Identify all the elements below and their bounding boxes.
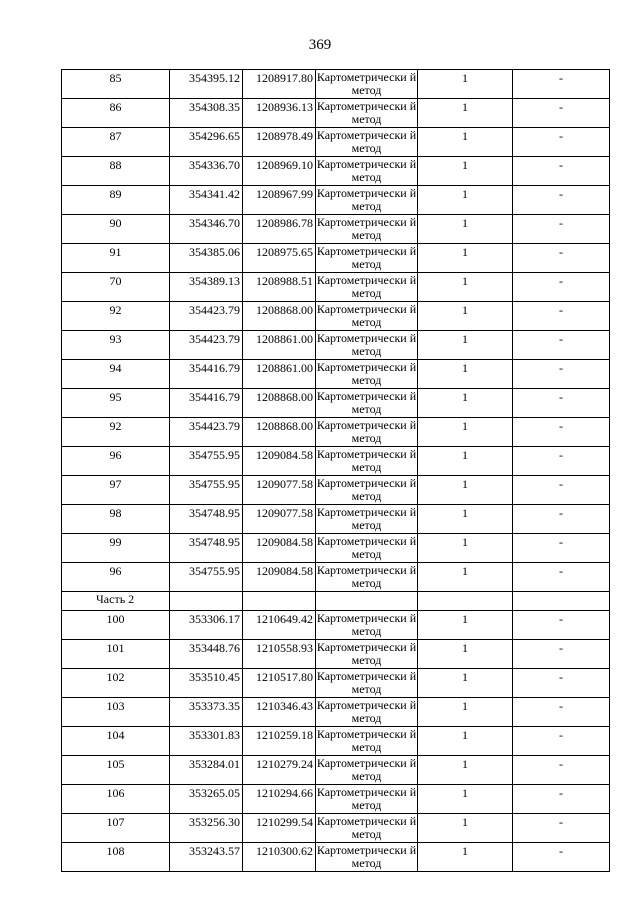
x-coordinate-cell: 354308.35 [170,99,243,128]
description-cell: - [513,128,610,157]
x-coordinate-cell: 353306.17 [170,611,243,640]
x-coordinate-cell: 354389.13 [170,273,243,302]
table-row [62,447,610,476]
y-coordinate-cell: 1208868.00 [243,302,316,331]
description-cell: - [513,331,610,360]
x-coordinate-cell: 354395.12 [170,70,243,99]
point-number-cell: 88 [62,157,170,186]
accuracy-cell: 1 [418,640,513,669]
point-number-cell: 106 [62,785,170,814]
x-coordinate-cell: 353448.76 [170,640,243,669]
empty-cell [316,592,418,611]
table-row [62,611,610,640]
x-coordinate-cell: 354423.79 [170,331,243,360]
y-coordinate-cell: 1210299.54 [243,814,316,843]
x-coordinate-cell: 353284.01 [170,756,243,785]
method-cell: Картометрически й метод [316,331,417,358]
point-number-cell: 95 [62,389,170,418]
y-coordinate-cell: 1208917.80 [243,70,316,99]
description-cell: - [513,476,610,505]
x-coordinate-cell: 354336.70 [170,157,243,186]
method-cell: Картометрически й метод [316,302,417,329]
x-coordinate-cell: 353243.57 [170,843,243,872]
point-number-cell: 86 [62,99,170,128]
method-cell: Картометрически й метод [316,389,417,416]
point-number-cell: 108 [62,843,170,872]
point-number-cell: 99 [62,534,170,563]
description-cell: - [513,563,610,592]
table-row [62,563,610,592]
y-coordinate-cell: 1208868.00 [243,389,316,418]
page-number: 369 [308,37,332,53]
x-coordinate-cell: 354296.65 [170,128,243,157]
table-row [62,698,610,727]
point-number-cell: 93 [62,331,170,360]
description-cell: - [513,756,610,785]
point-number-cell: 102 [62,669,170,698]
x-coordinate-cell: 354416.79 [170,360,243,389]
table-row [62,534,610,563]
point-number-cell: 89 [62,186,170,215]
y-coordinate-cell: 1210259.18 [243,727,316,756]
table-row [62,273,610,302]
table-row [62,331,610,360]
accuracy-cell: 1 [418,698,513,727]
accuracy-cell: 1 [418,785,513,814]
method-cell: Картометрически й метод [316,669,417,696]
y-coordinate-cell: 1210294.66 [243,785,316,814]
table-row [62,157,610,186]
table-row [62,389,610,418]
method-cell: Картометрически й метод [316,727,417,754]
method-cell: Картометрически й метод [316,244,417,271]
x-coordinate-cell: 354385.06 [170,244,243,273]
y-coordinate-cell: 1210279.24 [243,756,316,785]
x-coordinate-cell: 354423.79 [170,418,243,447]
method-cell: Картометрически й метод [316,186,417,213]
description-cell: - [513,785,610,814]
accuracy-cell: 1 [418,360,513,389]
accuracy-cell: 1 [418,727,513,756]
table-row [62,814,610,843]
point-number-cell: 91 [62,244,170,273]
point-number-cell: 103 [62,698,170,727]
description-cell: - [513,244,610,273]
point-number-cell: 100 [62,611,170,640]
y-coordinate-cell: 1208969.10 [243,157,316,186]
empty-cell [513,592,610,611]
method-cell: Картометрически й метод [316,215,417,242]
y-coordinate-cell: 1210300.62 [243,843,316,872]
description-cell: - [513,698,610,727]
accuracy-cell: 1 [418,611,513,640]
y-coordinate-cell: 1209084.58 [243,534,316,563]
description-cell: - [513,418,610,447]
y-coordinate-cell: 1208967.99 [243,186,316,215]
description-cell: - [513,99,610,128]
accuracy-cell: 1 [418,756,513,785]
point-number-cell: 107 [62,814,170,843]
accuracy-cell: 1 [418,447,513,476]
point-number-cell: 97 [62,476,170,505]
method-cell: Картометрически й метод [316,756,417,783]
point-number-cell: 92 [62,302,170,331]
y-coordinate-cell: 1210346.43 [243,698,316,727]
description-cell: - [513,186,610,215]
description-cell: - [513,273,610,302]
method-cell: Картометрически й метод [316,99,417,126]
method-cell: Картометрически й метод [316,505,417,532]
x-coordinate-cell: 353265.05 [170,785,243,814]
method-cell: Картометрически й метод [316,128,417,155]
y-coordinate-cell: 1210517.80 [243,669,316,698]
method-cell: Картометрически й метод [316,418,417,445]
y-coordinate-cell: 1210649.42 [243,611,316,640]
x-coordinate-cell: 353373.35 [170,698,243,727]
description-cell: - [513,505,610,534]
y-coordinate-cell: 1208861.00 [243,360,316,389]
y-coordinate-cell: 1210558.93 [243,640,316,669]
point-number-cell: 90 [62,215,170,244]
y-coordinate-cell: 1209077.58 [243,476,316,505]
accuracy-cell: 1 [418,505,513,534]
method-cell: Картометрически й метод [316,360,417,387]
description-cell: - [513,534,610,563]
method-cell: Картометрически й метод [316,157,417,184]
x-coordinate-cell: 354423.79 [170,302,243,331]
point-number-cell: 105 [62,756,170,785]
section-row [62,592,610,611]
x-coordinate-cell: 353510.45 [170,669,243,698]
y-coordinate-cell: 1209077.58 [243,505,316,534]
point-number-cell: 70 [62,273,170,302]
accuracy-cell: 1 [418,244,513,273]
y-coordinate-cell: 1208861.00 [243,331,316,360]
accuracy-cell: 1 [418,302,513,331]
accuracy-cell: 1 [418,70,513,99]
table-row [62,99,610,128]
empty-cell [243,592,316,611]
description-cell: - [513,389,610,418]
table-row [62,727,610,756]
accuracy-cell: 1 [418,273,513,302]
x-coordinate-cell: 353301.83 [170,727,243,756]
accuracy-cell: 1 [418,814,513,843]
table-row [62,302,610,331]
y-coordinate-cell: 1209084.58 [243,447,316,476]
point-number-cell: 101 [62,640,170,669]
description-cell: - [513,447,610,476]
table-row [62,843,610,872]
description-cell: - [513,843,610,872]
point-number-cell: 92 [62,418,170,447]
point-number-cell: 96 [62,447,170,476]
accuracy-cell: 1 [418,843,513,872]
x-coordinate-cell: 354755.95 [170,447,243,476]
accuracy-cell: 1 [418,157,513,186]
method-cell: Картометрически й метод [316,476,417,503]
accuracy-cell: 1 [418,418,513,447]
description-cell: - [513,727,610,756]
method-cell: Картометрически й метод [316,611,417,638]
method-cell: Картометрически й метод [316,534,417,561]
method-cell: Картометрически й метод [316,640,417,667]
table-row [62,418,610,447]
point-number-cell: 96 [62,563,170,592]
method-cell: Картометрически й метод [316,814,417,841]
y-coordinate-cell: 1208975.65 [243,244,316,273]
x-coordinate-cell: 354341.42 [170,186,243,215]
empty-cell [418,592,513,611]
accuracy-cell: 1 [418,331,513,360]
x-coordinate-cell: 354748.95 [170,534,243,563]
accuracy-cell: 1 [418,186,513,215]
accuracy-cell: 1 [418,476,513,505]
method-cell: Картометрически й метод [316,843,417,870]
table-row [62,128,610,157]
table-row [62,186,610,215]
description-cell: - [513,360,610,389]
table-row [62,756,610,785]
point-number-cell: 98 [62,505,170,534]
method-cell: Картометрически й метод [316,563,417,590]
table-row [62,476,610,505]
y-coordinate-cell: 1209084.58 [243,563,316,592]
point-number-cell: 85 [62,70,170,99]
description-cell: - [513,302,610,331]
description-cell: - [513,70,610,99]
coordinates-table [61,69,610,872]
method-cell: Картометрически й метод [316,70,417,97]
table-row [62,360,610,389]
accuracy-cell: 1 [418,534,513,563]
table-row [62,640,610,669]
accuracy-cell: 1 [418,99,513,128]
description-cell: - [513,640,610,669]
point-number-cell: 94 [62,360,170,389]
x-coordinate-cell: 354755.95 [170,563,243,592]
method-cell: Картометрически й метод [316,698,417,725]
table-row [62,70,610,99]
y-coordinate-cell: 1208978.49 [243,128,316,157]
accuracy-cell: 1 [418,215,513,244]
accuracy-cell: 1 [418,389,513,418]
section-label: Часть 2 [62,592,170,611]
point-number-cell: 87 [62,128,170,157]
accuracy-cell: 1 [418,128,513,157]
method-cell: Картометрически й метод [316,273,417,300]
method-cell: Картометрически й метод [316,447,417,474]
y-coordinate-cell: 1208988.51 [243,273,316,302]
description-cell: - [513,611,610,640]
y-coordinate-cell: 1208868.00 [243,418,316,447]
accuracy-cell: 1 [418,669,513,698]
x-coordinate-cell: 353256.30 [170,814,243,843]
table-row [62,785,610,814]
empty-cell [170,592,243,611]
x-coordinate-cell: 354748.95 [170,505,243,534]
y-coordinate-cell: 1208986.78 [243,215,316,244]
x-coordinate-cell: 354416.79 [170,389,243,418]
x-coordinate-cell: 354346.70 [170,215,243,244]
table-row [62,505,610,534]
method-cell: Картометрически й метод [316,785,417,812]
x-coordinate-cell: 354755.95 [170,476,243,505]
y-coordinate-cell: 1208936.13 [243,99,316,128]
point-number-cell: 104 [62,727,170,756]
description-cell: - [513,157,610,186]
description-cell: - [513,669,610,698]
accuracy-cell: 1 [418,563,513,592]
description-cell: - [513,814,610,843]
table-row [62,244,610,273]
table-row [62,215,610,244]
table-row [62,669,610,698]
description-cell: - [513,215,610,244]
